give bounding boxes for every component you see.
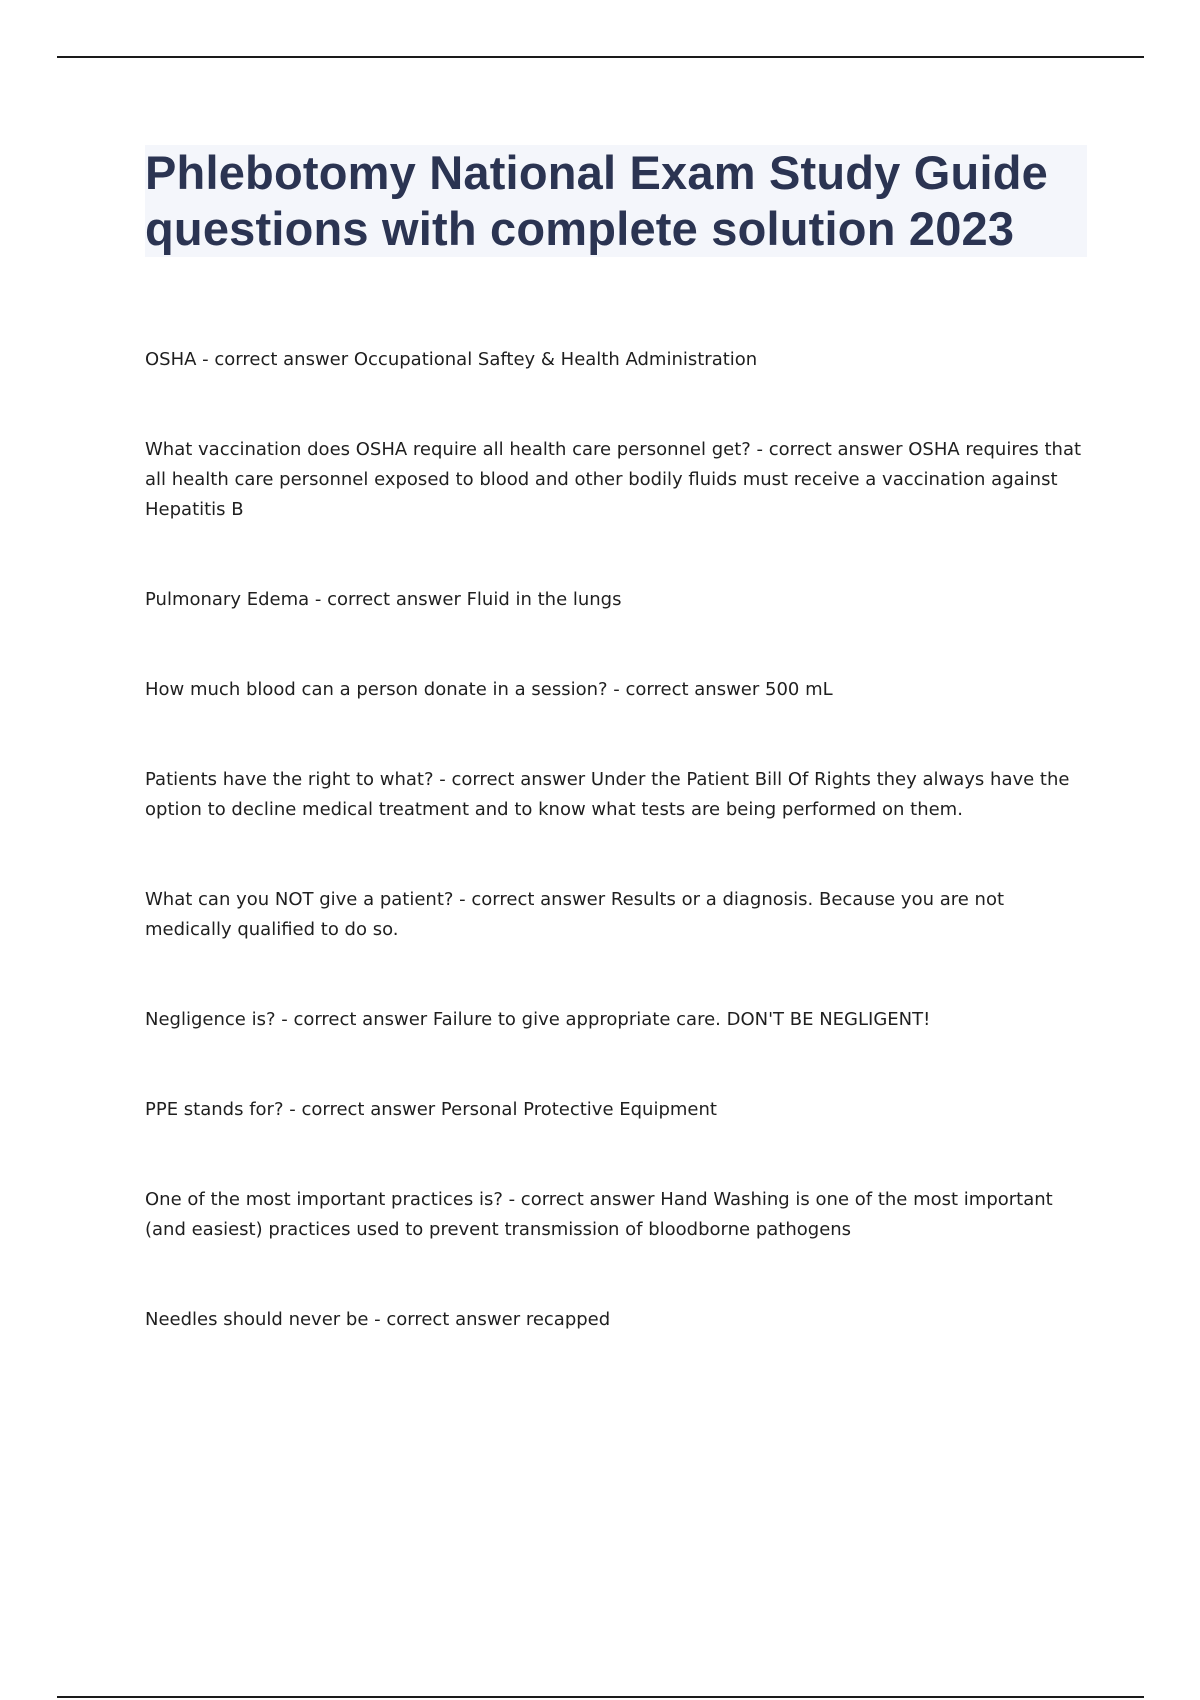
qa-item-vaccination: What vaccination does OSHA require all health care personnel get? - correct answer OSHA requires that all health care personnel exposed to blood and other bodily fluids must receive a vaccination against Hepatitis B [145,439,1082,520]
qa-item-hand-washing: One of the most important practices is? - correct answer Hand Washing is one of the most important (and easiest) practices used to prevent transmission of bloodborne pathogens [145,1189,1053,1240]
qa-list [145,345,1090,1335]
title-line-1: Phlebotomy National Exam Study Guide [145,146,1048,199]
title-line-2: questions with complete solution 2023 [145,202,1015,255]
qa-item-blood-donation: How much blood can a person donate in a session? - correct answer 500 mL [145,679,833,700]
qa-item-patient-rights: Patients have the right to what? - correct answer Under the Patient Bill Of Rights they always have the option to decline medical treatment and to know what tests are being performed on them. [145,769,1070,820]
qa-item-osha: OSHA - correct answer Occupational Saftey & Health Administration [145,349,758,370]
qa-item-pulmonary-edema: Pulmonary Edema - correct answer Fluid in the lungs [145,589,622,610]
title-block [145,145,1087,257]
bottom-rule [57,1696,1144,1698]
page-title [145,145,1087,257]
qa-item-ppe: PPE stands for? - correct answer Personal Protective Equipment [145,1099,717,1120]
top-rule [57,56,1144,58]
qa-item-negligence: Negligence is? - correct answer Failure to give appropriate care. DON'T BE NEGLIGENT! [145,1009,931,1030]
qa-item-not-give-patient: What can you NOT give a patient? - correct answer Results or a diagnosis. Because you are not medically qualified to do so. [145,889,1005,940]
qa-item-needles: Needles should never be - correct answer recapped [145,1309,611,1330]
